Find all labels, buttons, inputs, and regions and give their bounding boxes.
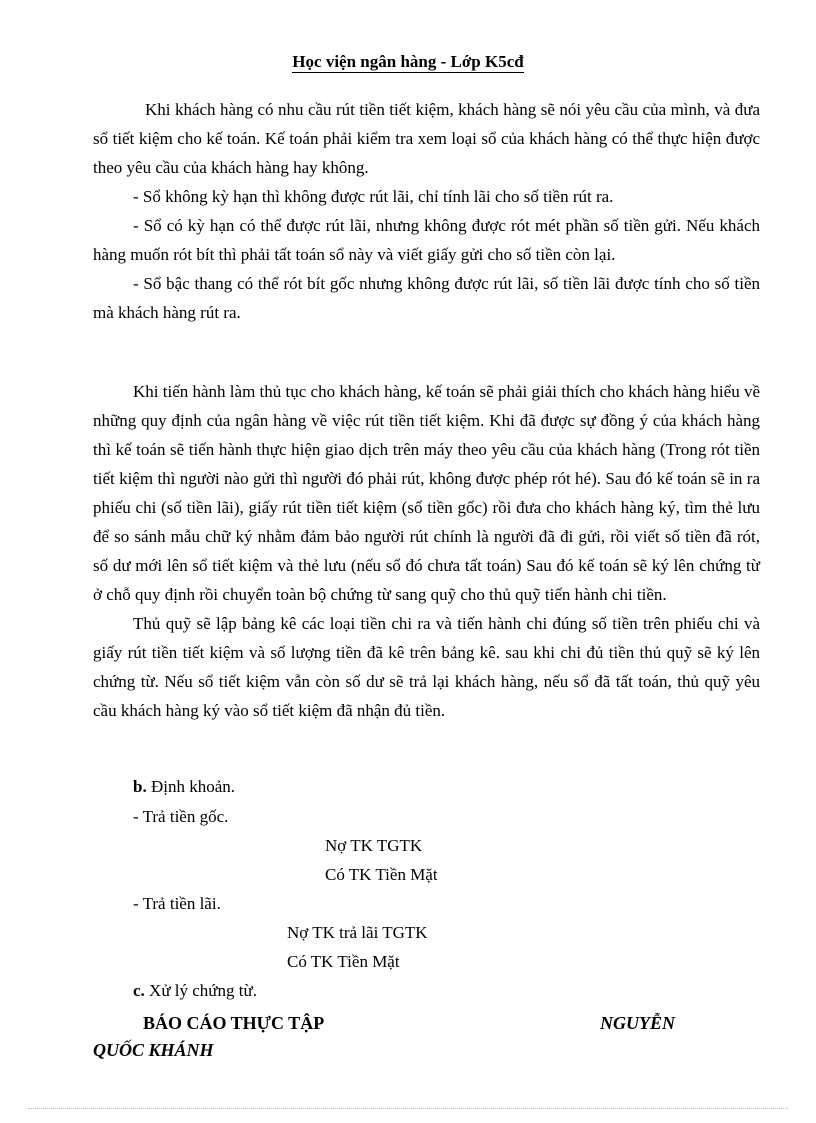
item-interest: - Trả tiền lãi. bbox=[133, 894, 221, 913]
principal-debit: Nợ TK TGTK bbox=[325, 836, 423, 855]
header-title: Học viện ngân hàng - Lớp K5cđ bbox=[292, 52, 524, 71]
paragraph-bullet: - Sổ có kỳ hạn có thể được rút lãi, nhưng không được rót mét phần số tiền gửi. Nếu khách hàng muốn rót bít thì phải tất toán sổ này và viết giấy gửi cho số tiền còn lại. bbox=[93, 216, 760, 264]
interest-debit: Nợ TK trả lãi TGTK bbox=[287, 923, 428, 942]
heading-c-letter: c. bbox=[133, 981, 145, 1000]
paragraph: Thủ quỹ sẽ lập bảng kê các loại tiền chi ra và tiến hành chi đúng số tiền trên phiếu chi và giấy rút tiền tiết kiệm và số lượng tiền đã kê trên bảng kê. sau khi chi đủ tiền thủ quỹ sẽ ký lên chứng từ. Nếu sổ tiết kiệm vẫn còn số dư sẽ trả lại khách hàng, nếu sổ đã tất toán, thủ quỹ yêu cầu khách hàng ký vào sổ tiết kiệm đã nhận đủ tiền. bbox=[93, 614, 760, 720]
footer-report-label: BÁO CÁO THỰC TẬP bbox=[143, 1013, 325, 1033]
paragraph: Khi khách hàng có nhu cầu rút tiền tiết kiệm, khách hàng sẽ nói yêu cầu của mình, và đưa sổ tiết kiệm cho kế toán. Kế toán phải kiểm tra xem loại sổ của khách hàng có thể thực hiện được theo yêu cầu của khách hàng hay không. bbox=[93, 100, 760, 177]
heading-c-text: Xử lý chứng từ. bbox=[144, 981, 257, 1000]
page-header bbox=[0, 52, 816, 72]
item-principal: - Trả tiền gốc. bbox=[133, 807, 229, 826]
heading-b-text: Định khoản. bbox=[146, 777, 236, 796]
heading-b bbox=[133, 772, 235, 801]
section-2 bbox=[93, 377, 760, 725]
principal-credit: Có TK Tiền Mặt bbox=[325, 865, 438, 884]
footer-author-first: NGUYỄN bbox=[600, 1013, 675, 1033]
paragraph-bullet: - Sổ không kỳ hạn thì không được rút lãi, chỉ tính lãi cho số tiền rút ra. bbox=[133, 187, 614, 206]
heading-b-letter: b. bbox=[133, 777, 147, 796]
paragraph-bullet: - Sổ bậc thang có thể rót bít gốc nhưng không được rút lãi, số tiền lãi được tính cho số tiền mà khách hàng rút ra. bbox=[93, 274, 760, 322]
paragraph: Khi tiến hành làm thủ tục cho khách hàng, kế toán sẽ phải giải thích cho khách hàng hiểu về những quy định của ngân hàng về việc rút tiền tiết kiệm. Khi đã được sự đồng ý của khách hàng thì kế toán sẽ tiến hành thực hiện giao dịch trên máy theo yêu cầu của khách hàng (Trong rót tiền tiết kiệm thì người nào gửi thì người đó phải rút, không được phép rót hé). Sau đó kế toán sẽ in ra phiếu chi (số tiền lãi), giấy rút tiền tiết kiệm (số tiền gốc) rồi đưa cho khách hàng ký, tìm thẻ lưu để so sánh mẫu chữ ký nhằm đảm bảo người rút chính là người đã đi gửi, rồi viết số tiền đã rót, số dư mới lên sổ tiết kiệm và thẻ lưu (nếu sổ đó chưa tất toán) Sau đó kế toán sẽ ký lên chứng từ ở chỗ quy định rồi chuyển toàn bộ chứng từ sang quỹ cho thủ quỹ tiến hành chi tiền. bbox=[93, 382, 760, 604]
section-1 bbox=[93, 95, 760, 327]
heading-c bbox=[133, 976, 257, 1005]
interest-credit: Có TK Tiền Mặt bbox=[287, 952, 400, 971]
footer-author-last: QUỐC KHÁNH bbox=[93, 1040, 214, 1060]
page-divider bbox=[28, 1108, 788, 1109]
